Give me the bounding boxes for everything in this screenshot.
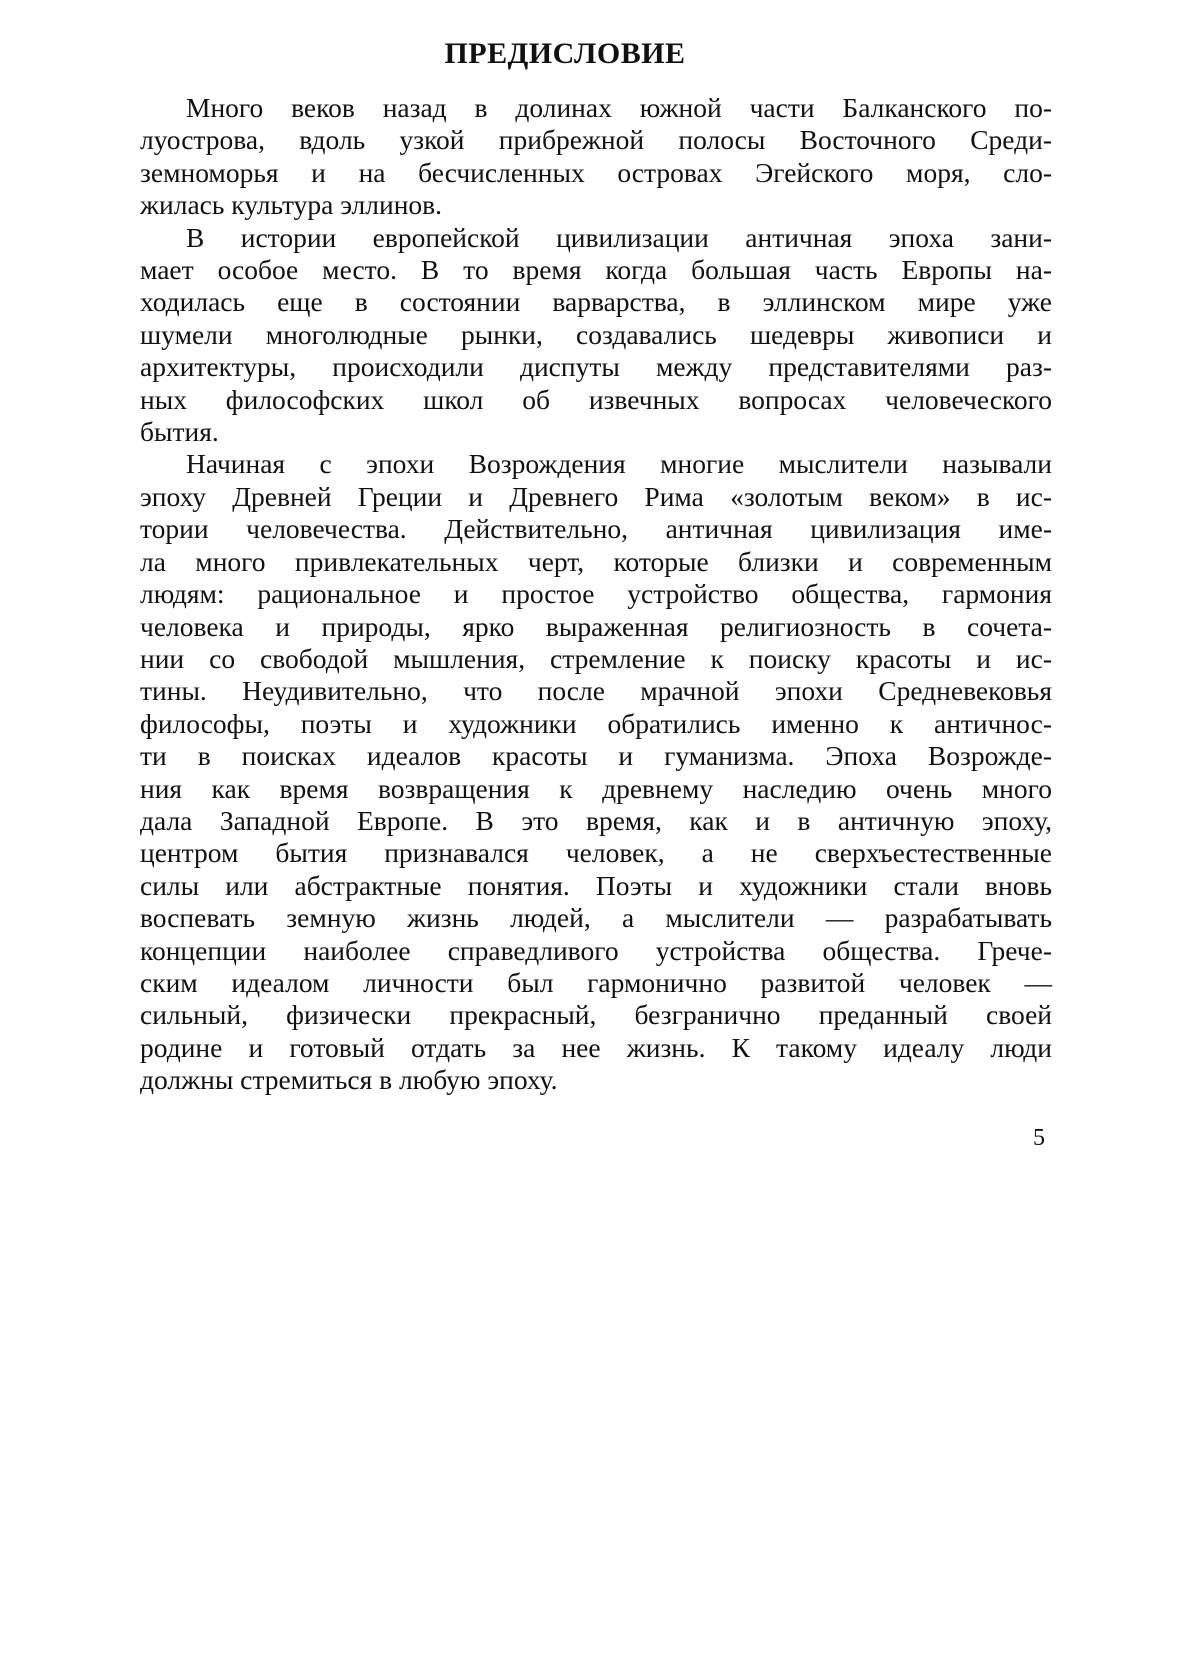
text-line: ла много привлекательных черт, которые близки и современным [140,546,1052,578]
text-line: луострова, вдоль узкой прибрежной полосы Восточного Среди- [140,124,1052,156]
text-line: тории человечества. Действительно, античная цивилизация име- [140,513,1052,545]
text-line: бытия. [140,416,1052,448]
text-line: жилась культура эллинов. [140,189,1052,221]
text-line: человека и природы, ярко выраженная религиозность в сочета- [140,611,1052,643]
text-line: ных философских школ об извечных вопросах человеческого [140,384,1052,416]
text-line: Много веков назад в долинах южной части Балканского по- [140,92,1052,124]
paragraph-2 [140,222,1052,449]
text-line: концепции наиболее справедливого устройства общества. Грече- [140,935,1052,967]
text-line: мает особое место. В то время когда большая часть Европы на- [140,254,1052,286]
text-line: воспевать земную жизнь людей, а мыслители — разрабатывать [140,902,1052,934]
text-line: ния как время возвращения к древнему наследию очень много [140,773,1052,805]
text-line: ходилась еще в состоянии варварства, в эллинском мире уже [140,286,1052,318]
paragraph-1 [140,92,1052,222]
text-line: дала Западной Европе. В это время, как и в античную эпоху, [140,805,1052,837]
text-line: нии со свободой мышления, стремление к поиску красоты и ис- [140,643,1052,675]
page-title: ПРЕДИСЛОВИЕ [0,34,1130,74]
page-number: 5 [1033,1123,1045,1153]
text-line: тины. Неудивительно, что после мрачной эпохи Средневековья [140,675,1052,707]
book-page [0,0,1200,1668]
text-line: силы или абстрактные понятия. Поэты и художники стали вновь [140,870,1052,902]
text-line: родине и готовый отдать за нее жизнь. К такому идеалу люди [140,1032,1052,1064]
text-line: шумели многолюдные рынки, создавались шедевры живописи и [140,319,1052,351]
body-text [140,92,1052,1097]
text-line: ским идеалом личности был гармонично развитой человек — [140,967,1052,999]
text-line: сильный, физически прекрасный, безгранично преданный своей [140,999,1052,1031]
text-line: В истории европейской цивилизации античная эпоха зани- [140,222,1052,254]
text-line: эпоху Древней Греции и Древнего Рима «золотым веком» в ис- [140,481,1052,513]
text-line: философы, поэты и художники обратились именно к античнос- [140,708,1052,740]
text-line: земноморья и на бесчисленных островах Эгейского моря, сло- [140,157,1052,189]
text-line: центром бытия признавался человек, а не сверхъестественные [140,837,1052,869]
text-line: архитектуры, происходили диспуты между представителями раз- [140,351,1052,383]
text-line: людям: рациональное и простое устройство общества, гармония [140,578,1052,610]
text-line: должны стремиться в любую эпоху. [140,1064,1052,1096]
text-line: Начиная с эпохи Возрождения многие мыслители называли [140,448,1052,480]
paragraph-3 [140,448,1052,1096]
text-line: ти в поисках идеалов красоты и гуманизма. Эпоха Возрожде- [140,740,1052,772]
